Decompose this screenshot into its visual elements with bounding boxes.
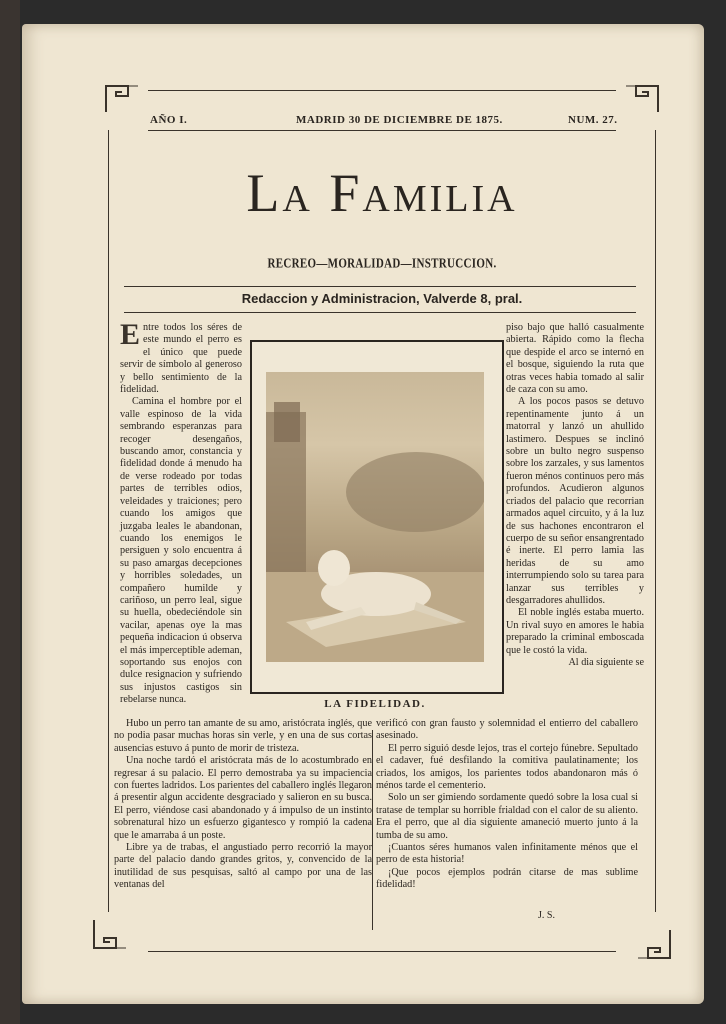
article-paragraph: piso bajo que halló casualmente abierta. Rápido como la flecha que despide el arco se internó en el bosque, siguiendo la ruta que otras veces habia tomado al salir de caza con su amo. bbox=[506, 322, 644, 396]
column-divider bbox=[372, 730, 373, 930]
masthead-subtitle: RECREO—MORALIDAD—INSTRUCCION. bbox=[267, 256, 497, 272]
article-paragraph: verificó con gran fausto y solemnidad el entierro del caballero asesinado. bbox=[376, 718, 638, 742]
masthead-rule-bottom bbox=[124, 312, 636, 313]
book-spine bbox=[0, 0, 20, 1024]
article-bottom-left-column bbox=[114, 718, 372, 892]
article-bottom-right-column bbox=[376, 718, 638, 892]
frame-right-rule bbox=[655, 130, 656, 912]
article-paragraph: Una noche tardó el aristócrata más de lo acostumbrado en regresar á su palacio. El perro demostraba ya su impaciencia con fuertes ladridos. Los parientes del caballero inglés llegaron á presentir algun accidente desgraciado y salieron en su busca. El perro, viéndose casi abandonado y á impulso de un instinto sobrenatural hizo un esfuerzo gigantesco y rompió la cadena que le amarraba á un poste. bbox=[114, 755, 372, 841]
article-paragraph: Camina el hombre por el valle espinoso de la vida sembrando esperanzas para recoger desengaños, buscando amor, constancia y fidelidad donde á menudo ha de verse rodeado por todas partes de terribles odios, veleidades y traiciones; pero cuando los amigos que juzgaba leales le abandonan, cuando los enemigos le persiguen y solo encuentra á su paso amargas decepciones y horribles soledades, un compañero humilde y cariñoso, un perro leal, sigue su huella, obedeciéndole sin vacilar, apenas oye la mas pequeña indicacion ú observa el más imperceptible ademan, soportando sus enojos con dulce resignacion y sufriendo sus injustos castigos sin rebelarse nunca. bbox=[120, 396, 242, 706]
masthead-title: La Familia bbox=[246, 163, 518, 223]
address-line: Redaccion y Administracion, Valverde 8, pral. bbox=[241, 291, 523, 306]
illustration-frame bbox=[250, 340, 504, 694]
newspaper-page bbox=[22, 24, 704, 1004]
article-paragraph: ¡Que pocos ejemplos podrán citarse de mas sublime fidelidad! bbox=[376, 866, 638, 891]
article-right-column bbox=[506, 322, 644, 669]
illustration-caption: LA FIDELIDAD. bbox=[324, 698, 426, 710]
dog-photograph bbox=[266, 372, 484, 662]
frame-left-rule bbox=[108, 130, 109, 912]
frame-bottom-rule bbox=[148, 951, 616, 952]
article-paragraph: Solo un ser gimiendo sordamente quedó sobre la losa cual si tratase de templar su horrible frialdad con el calor de su aliento. Era el perro, que al dia siguiente amaneció muerto junto á la tumba de su amo. bbox=[376, 792, 638, 841]
header-rule bbox=[148, 130, 616, 131]
corner-ornament-bottom-left bbox=[92, 916, 128, 952]
article-left-column bbox=[120, 318, 242, 707]
article-paragraph: ¡Cuantos séres humanos valen infinitamente ménos que el perro de esta historia! bbox=[376, 842, 638, 866]
drop-cap: E bbox=[120, 318, 141, 351]
article-paragraph: A los pocos pasos se detuvo repentinamente junto á un matorral y lanzó un ahullido lastimero. Despues se inclinó sobre un bulto negro suspenso sobre los zarzales, y sus lamentos fueron ménos continuos pero más profundos. Acudieron algunos criados del palacio que recorrian armados aquel circuito, y á la luz de sus hachones encontraron el cuerpo de su señor ensangrentado é inerte. El perro lamia las heridas de su amo interrumpiendo solo su tarea para lanzar sus terribles y desgarradores ahullidos. bbox=[506, 396, 644, 606]
issue-year: AÑO I. bbox=[150, 114, 188, 126]
article-paragraph: El perro siguió desde lejos, tras el cortejo fúnebre. Sepultado el cadaver, fué desfilando la comitiva paulatinamente; los criados, los amigos, los parientes todos abandonaron más ó ménos tarde el cementerio. bbox=[376, 742, 638, 792]
frame-top-rule bbox=[148, 90, 616, 91]
page-frame bbox=[108, 90, 656, 952]
masthead-rule-top bbox=[124, 286, 636, 287]
dog-illustration bbox=[266, 372, 484, 662]
article-paragraph: Entre todos los séres de este mundo el perro es el único que puede servir de símbolo al generoso y bello sentimiento de la fidelidad. bbox=[120, 318, 242, 396]
article-paragraph: Al dia siguiente se bbox=[568, 656, 644, 668]
article-paragraph: Libre ya de trabas, el angustiado perro recorrió la mayor parte del palacio dando grandes gritos, y, convencido de la inutilidad de sus pesquisas, saltó al campo por una de las ventanas del bbox=[114, 842, 372, 891]
issue-dateline: MADRID 30 DE DICIEMBRE DE 1875. bbox=[296, 114, 503, 126]
corner-ornament-bottom-right bbox=[636, 926, 672, 962]
author-signature: J. S. bbox=[538, 910, 555, 921]
article-paragraph: El noble inglés estaba muerto. Un rival suyo en amores le habia preparado la criminal emboscada que le costó la vida. bbox=[506, 607, 644, 656]
corner-ornament-top-right bbox=[624, 82, 660, 118]
article-paragraph: Hubo un perro tan amante de su amo, aristócrata inglés, que no podia pasar muchas horas sin verle, y en una de sus cortas ausencias estuvo á punto de morir de tristeza. bbox=[114, 718, 372, 754]
corner-ornament-top-left bbox=[104, 82, 140, 118]
issue-number: NUM. 27. bbox=[568, 114, 618, 126]
